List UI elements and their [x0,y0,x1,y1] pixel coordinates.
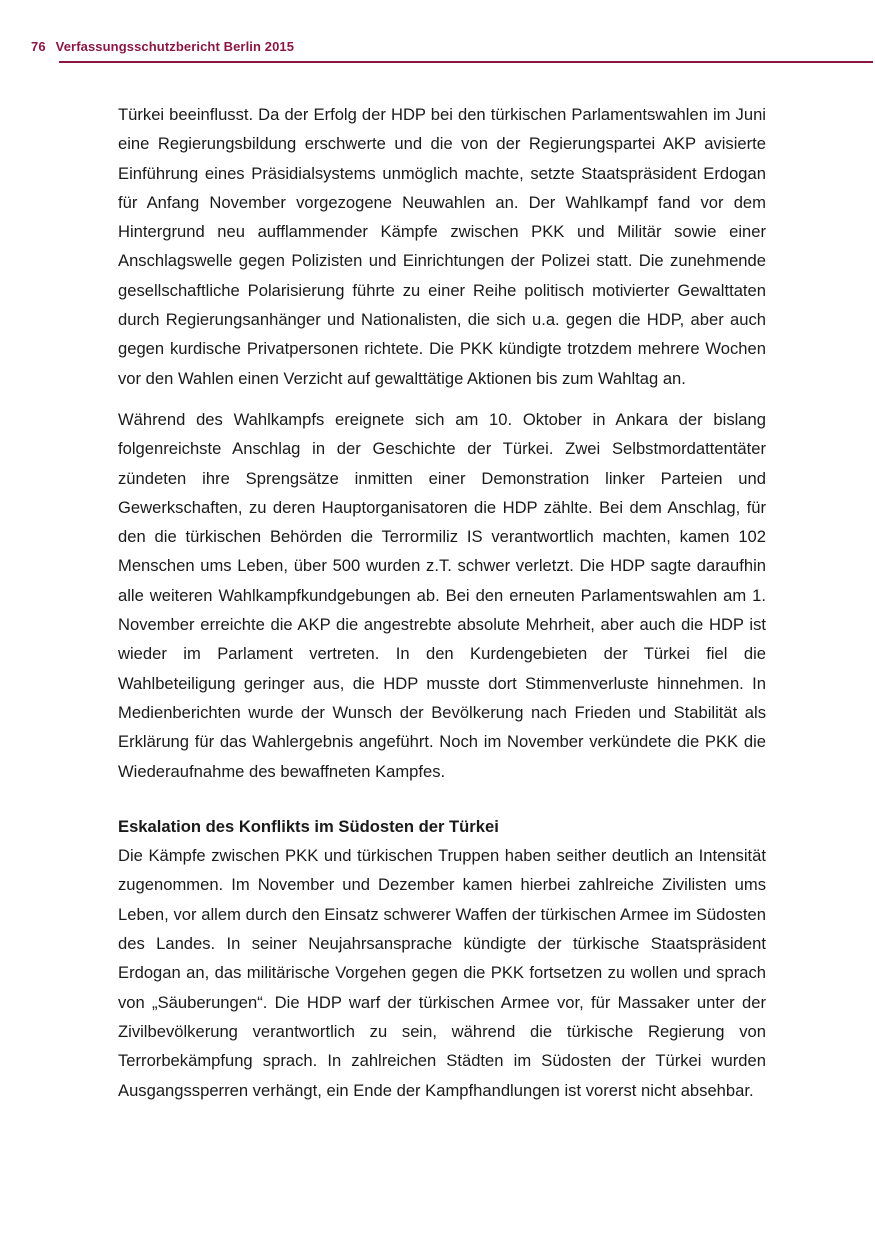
body-paragraph: Die Kämpfe zwischen PKK und türkischen Truppen haben seither deutlich an Intensität zugenommen. Im November und Dezember kamen hierbei zahlreiche Zivilisten ums Leben, vor allem durch den Einsatz schwerer Waffen der türkischen Armee im Südosten des Landes. In seiner Neujahrsansprache kündigte der türkische Staatspräsident Erdogan an, das militärische Vorgehen gegen die PKK fortsetzen zu wollen und sprach von „Säuberungen“. Die HDP warf der türkischen Armee vor, für Massaker unter der Zivilbevölkerung verantwortlich zu sein, während die türkische Regierung von Terrorbekämpfung sprach. In zahlreichen Städten im Südosten der Türkei wurden Ausgangssperren verhängt, ein Ende der Kampfhandlungen ist vorerst nicht absehbar. [118,846,766,1100]
section-heading: Eskalation des Konflikts im Südosten der Türkei [118,816,499,836]
page-number: 76 [31,39,46,54]
body-paragraph: Während des Wahlkampfs ereignete sich am 10. Oktober in Ankara der bislang folgenreichste Anschlag in der Geschichte der Türkei. Zwei Selbstmordattentäter zündeten ihre Sprengsätze inmitten einer Demonstration linker Parteien und Gewerkschaften, zu deren Hauptorganisatoren die HDP zählte. Bei dem Anschlag, für den die türkischen Behörden die Terrormiliz IS verantwortlich machten, kamen 102 Menschen ums Leben, über 500 wurden z.T. schwer verletzt. Die HDP sagte daraufhin alle weiteren Wahlkampfkundgebungen ab. Bei den erneuten Parlamentswahlen am 1. November erreichte die AKP die angestrebte absolute Mehrheit, aber auch die HDP ist wieder im Parlament vertreten. In den Kurdengebieten der Türkei fiel die Wahlbeteiligung geringer aus, die HDP musste dort Stimmenverluste hinnehmen. In Medienberichten wurde der Wunsch der Bevölkerung nach Frieden und Stabilität als Erklärung für das Wahlergebnis angeführt. Noch im November verkündete die PKK die Wiederaufnahme des bewaffneten Kampfes. [118,409,766,781]
publication-title: Verfassungsschutzbericht Berlin 2015 [55,39,295,54]
header-rule [59,61,873,63]
body-paragraph: Türkei beeinflusst. Da der Erfolg der HDP bei den türkischen Parlamentswahlen im Juni eine Regierungsbildung erschwerte und die von der Regierungspartei AKP avisierte Einführung eines Präsidialsystems unmöglich machte, setzte Staatspräsident Erdogan für Anfang November vorgezogene Neuwahlen an. Der Wahlkampf fand vor dem Hintergrund neu aufflammender Kämpfe zwischen PKK und Militär sowie einer Anschlagswelle gegen Polizisten und Einrichtungen der Polizei statt. Die zunehmende gesellschaftliche Polarisierung führte zu einer Reihe politisch motivierter Gewalttaten durch Regierungsanhänger und Nationalisten, die sich u.a. gegen die HDP, aber auch gegen kurdische Privatpersonen richtete. Die PKK kündigte trotzdem mehrere Wochen vor den Wahlen einen Verzicht auf gewalttätige Aktionen bis zum Wahltag an. [118,105,766,388]
running-head [31,39,294,54]
document-body [118,100,766,1105]
